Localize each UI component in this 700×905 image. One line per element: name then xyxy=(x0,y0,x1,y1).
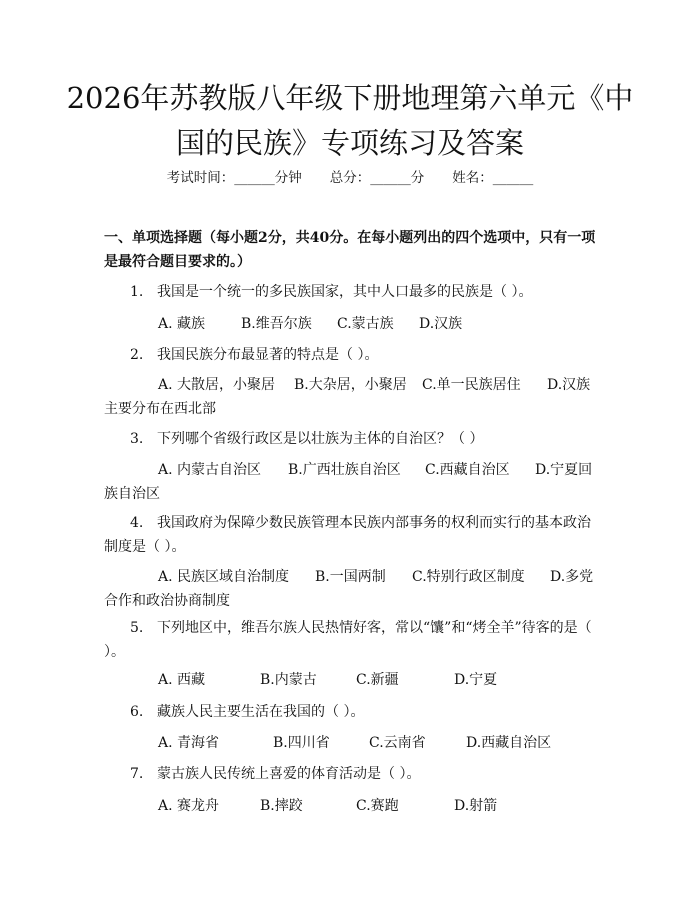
question-number: 4. xyxy=(130,515,144,531)
option-b: B.四川省 xyxy=(273,735,330,751)
question-1-options xyxy=(104,312,600,336)
option-b: B.维吾尔族 xyxy=(241,316,312,332)
question-text: 下列地区中，维吾尔族人民热情好客，常以“馕”和“烤全羊”待客的是（ ）。 xyxy=(104,620,592,660)
question-text: 蒙古族人民传统上喜爱的体育活动是（ ）。 xyxy=(157,766,421,782)
total-score-field: 总分：______分 xyxy=(329,170,425,186)
question-3 xyxy=(104,427,596,451)
option-b: B.广西壮族自治区 xyxy=(288,462,401,478)
option-d: D.多党合作和政治协商制度 xyxy=(104,569,594,609)
question-text: 我国民族分布最显著的特点是（ ）。 xyxy=(157,347,379,363)
question-6 xyxy=(104,700,596,724)
option-d: D.射箭 xyxy=(454,798,498,814)
exam-time-field: 考试时间：______分钟 xyxy=(166,170,302,186)
option-b: B.一国两制 xyxy=(315,569,386,585)
question-2-options xyxy=(104,373,600,421)
option-d: D.西藏自治区 xyxy=(466,735,552,751)
option-a: A. 藏族 xyxy=(158,316,206,332)
option-c: C.单一民族居住 xyxy=(422,377,521,393)
option-d: D.汉族 xyxy=(419,316,463,332)
option-b: B.内蒙古 xyxy=(260,672,317,688)
question-number: 6. xyxy=(130,704,144,720)
document-title xyxy=(60,76,640,166)
option-a: A. 民族区域自治制度 xyxy=(158,569,290,585)
question-number: 3. xyxy=(130,431,144,447)
option-c: C.西藏自治区 xyxy=(425,462,510,478)
question-text: 藏族人民主要生活在我国的（ ）。 xyxy=(157,704,365,720)
question-7-options xyxy=(104,794,600,818)
question-3-options xyxy=(104,458,600,506)
question-number: 1. xyxy=(130,284,144,300)
option-a: A. 青海省 xyxy=(158,735,220,751)
exam-info-line xyxy=(0,168,700,188)
option-d: D.宁夏 xyxy=(454,672,498,688)
question-text: 下列哪个省级行政区是以壮族为主体的自治区？（ ） xyxy=(157,431,484,447)
question-2 xyxy=(104,343,596,367)
option-d: D.汉族主要分布在西北部 xyxy=(104,377,591,417)
option-c: C.特别行政区制度 xyxy=(412,569,525,585)
question-number: 7. xyxy=(130,766,144,782)
title-line-1: 2026年苏教版八年级下册地理第六单元《中 xyxy=(66,81,634,115)
section-heading-single-choice: 一、单项选择题（每小题2分，共40分。在每小题列出的四个选项中，只有一项是最符合题目要求的。） xyxy=(104,230,596,270)
question-number: 2. xyxy=(130,347,144,363)
option-a: A. 内蒙古自治区 xyxy=(158,462,262,478)
question-6-options xyxy=(104,731,600,755)
student-name-field: 姓名：______ xyxy=(452,170,534,186)
option-d: D.宁夏回族自治区 xyxy=(104,462,593,502)
option-b: B.摔跤 xyxy=(260,798,303,814)
question-5 xyxy=(104,616,596,664)
question-7 xyxy=(104,762,596,786)
question-text: 我国政府为保障少数民族管理本民族内部事务的权利而实行的基本政治制度是（ ）。 xyxy=(104,515,591,555)
option-c: C.赛跑 xyxy=(356,798,399,814)
option-c: C.蒙古族 xyxy=(337,316,394,332)
option-a: A. 赛龙舟 xyxy=(158,798,220,814)
option-a: A. 大散居，小聚居 xyxy=(158,377,276,393)
question-1 xyxy=(104,280,596,304)
question-4 xyxy=(104,511,596,559)
option-a: A. 西藏 xyxy=(158,672,206,688)
option-c: C.云南省 xyxy=(369,735,426,751)
question-5-options xyxy=(104,668,600,692)
question-4-options xyxy=(104,565,600,613)
option-b: B.大杂居，小聚居 xyxy=(294,377,407,393)
title-line-2: 国的民族》专项练习及答案 xyxy=(175,126,524,160)
question-number: 5. xyxy=(130,620,144,636)
question-text: 我国是一个统一的多民族国家，其中人口最多的民族是（ ）。 xyxy=(157,284,533,300)
option-c: C.新疆 xyxy=(356,672,399,688)
